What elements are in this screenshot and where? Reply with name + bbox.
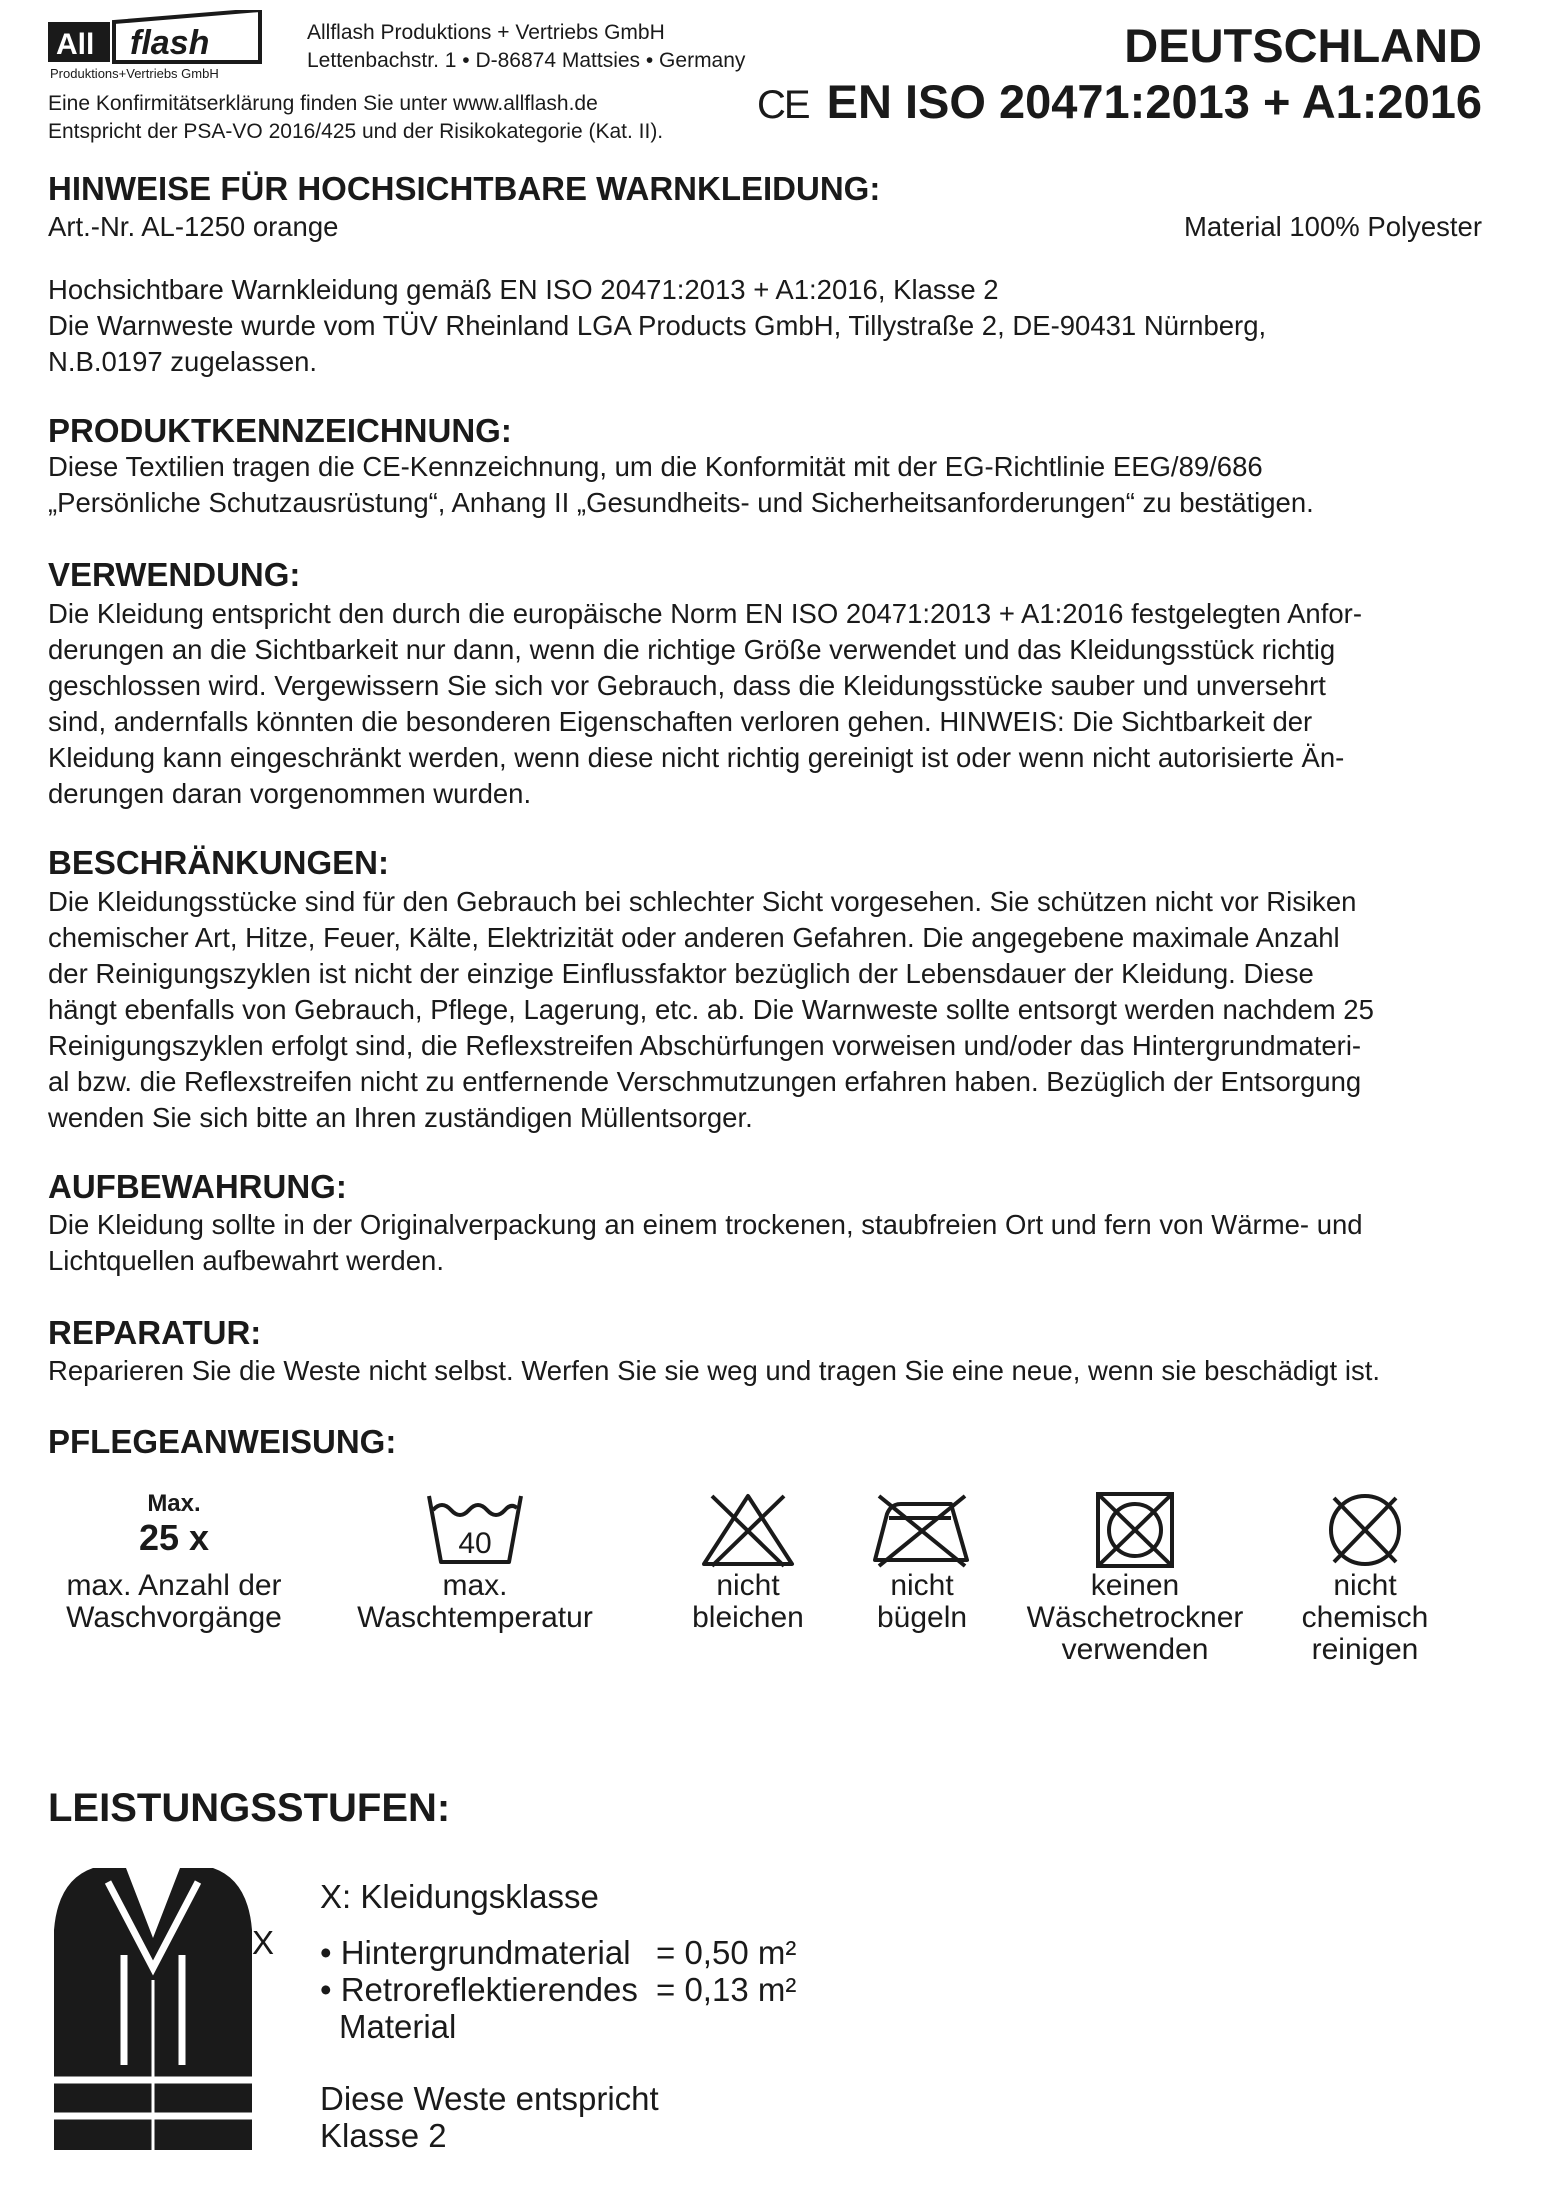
section-heading-reparatur: REPARATUR: — [48, 1314, 262, 1351]
section-body-reparatur — [48, 1353, 1482, 1389]
section-heading-aufbewahrung: AUFBEWAHRUNG: — [48, 1168, 347, 1205]
standard-number: EN ISO 20471:2013 + A1:2016 — [826, 75, 1482, 128]
care-heading: PFLEGEANWEISUNG: — [48, 1423, 397, 1460]
care-label: max. — [442, 1569, 508, 1602]
no-bleach-icon — [698, 1490, 798, 1570]
wash-count-max-label: Max. — [147, 1490, 201, 1517]
allflash-logo — [48, 10, 263, 82]
vest-icon — [48, 1860, 258, 2160]
body-line: Kleidung kann eingeschränkt werden, wenn diese nicht richtig gereinigt ist oder wenn nicht autorisierte Än- — [48, 742, 1345, 773]
no-dry-clean-icon — [1320, 1490, 1410, 1570]
care-label: keinen — [1090, 1569, 1180, 1602]
care-label: reinigen — [1311, 1633, 1419, 1666]
body-line: sind, andernfalls könnten die besonderen Eigenschaften verloren gehen. HINWEIS: Die Sichtbarkeit der — [48, 706, 1313, 737]
max-wash-count-icon — [44, 1490, 304, 1570]
section-body-beschraenkungen — [48, 884, 1482, 1136]
body-line: Lichtquellen aufbewahrt werden. — [48, 1245, 444, 1276]
body-line: Die Kleidung sollte in der Originalverpackung an einem trockenen, staubfreien Ort und fern von Wärme- und — [48, 1209, 1363, 1240]
body-line: chemischer Art, Hitze, Feuer, Kälte, Elektrizität oder anderen Gefahren. Die angegebene maximale Anzahl — [48, 922, 1340, 953]
body-line: derungen an die Sichtbarkeit nur dann, wenn die richtige Größe verwendet und das Kleidungsstück richtig — [48, 634, 1336, 665]
body-line: Diese Textilien tragen die CE-Kennzeichnung, um die Konformität mit der EG-Richtlinie EEG/89/686 — [48, 451, 1263, 482]
bullet-reflective-continuation: Material — [339, 2008, 457, 2045]
logo-word-left: All — [56, 28, 95, 61]
care-item-wash-temp — [345, 1490, 605, 1634]
regulation-notice: Entspricht der PSA-VO 2016/425 und der Risikokategorie (Kat. II). — [48, 120, 664, 143]
care-label: bügeln — [876, 1601, 968, 1634]
body-line: Die Kleidungsstücke sind für den Gebrauch bei schlechter Sicht vorgesehen. Sie schützen nicht vor Risiken — [48, 886, 1357, 917]
section-body-produkt — [48, 449, 1482, 521]
intro-line: N.B.0197 zugelassen. — [48, 346, 318, 377]
conformity-notice: Eine Konfirmitätserklärung finden Sie unter www.allflash.de — [48, 92, 598, 115]
country-title: DEUTSCHLAND — [1124, 19, 1482, 72]
care-item-no-iron — [822, 1490, 1022, 1634]
standard-title — [757, 74, 1482, 133]
wash-tub-40-icon — [425, 1490, 525, 1570]
care-item-wash-count — [44, 1490, 304, 1634]
logo-tagline: Produktions+Vertriebs GmbH — [50, 66, 219, 81]
no-tumble-dry-icon — [1090, 1490, 1180, 1570]
body-line: „Persönliche Schutzausrüstung“, Anhang II „Gesundheits- und Sicherheitsanforderungen“ zu bestätigen. — [48, 487, 1314, 518]
section-heading-produkt: PRODUKTKENNZEICHNUNG: — [48, 412, 512, 449]
body-line: al bzw. die Reflexstreifen nicht zu entfernende Verschmutzungen erfahren haben. Bezüglich der Entsorgung — [48, 1066, 1362, 1097]
class-label: X: Kleidungsklasse — [320, 1878, 599, 1915]
care-label: bleichen — [692, 1601, 804, 1634]
care-label: nicht — [890, 1569, 954, 1602]
body-line: hängt ebenfalls von Gebrauch, Pflege, Lagerung, etc. ab. Die Warnweste sollte entsorgt werden nachdem 25 — [48, 994, 1374, 1025]
wash-count-value: 25 x — [138, 1517, 210, 1558]
article-number: Art.-Nr. AL-1250 orange — [48, 211, 339, 242]
intro-heading: HINWEISE FÜR HOCHSICHTBARE WARNKLEIDUNG: — [48, 170, 881, 207]
care-item-no-bleach — [648, 1490, 848, 1634]
care-label: nicht — [1333, 1569, 1397, 1602]
body-line: der Reinigungszyklen ist nicht der einzige Einflussfaktor bezüglich der Lebensdauer der Kleidung. Diese — [48, 958, 1314, 989]
intro-line: Hochsichtbare Warnkleidung gemäß EN ISO 20471:2013 + A1:2016, Klasse 2 — [48, 274, 999, 305]
body-line: geschlossen wird. Vergewissern Sie sich vor Gebrauch, dass die Kleidungsstücke sauber und unversehrt — [48, 670, 1326, 701]
care-item-no-dry-clean — [1265, 1490, 1465, 1666]
body-line: wenden Sie sich bitte an Ihren zuständigen Müllentsorger. — [48, 1102, 753, 1133]
bullet-reflective-name: • Retroreflektierendes — [320, 1971, 638, 2008]
conformity-class: Klasse 2 — [320, 2117, 447, 2154]
care-label: Wäschetrockner — [1026, 1601, 1244, 1634]
company-address: Lettenbachstr. 1 • D-86874 Mattsies • Germany — [307, 49, 746, 72]
section-heading-beschraenkungen: BESCHRÄNKUNGEN: — [48, 844, 390, 881]
class-marker: X — [252, 1924, 275, 1961]
body-line: Reinigungszyklen erfolgt sind, die Reflexstreifen Abschürfungen vorweisen und/oder das Hintergrundmateri- — [48, 1030, 1362, 1061]
logo-word-right: flash — [130, 24, 210, 62]
section-heading-verwendung: VERWENDUNG: — [48, 556, 301, 593]
material-info: Material 100% Polyester — [1183, 211, 1482, 242]
no-iron-icon — [867, 1490, 977, 1570]
care-label: nicht — [716, 1569, 780, 1602]
body-line: derungen daran vorgenommen wurden. — [48, 778, 532, 809]
section-body-verwendung — [48, 596, 1482, 812]
intro-line: Die Warnweste wurde vom TÜV Rheinland LGA Products GmbH, Tillystraße 2, DE-90431 Nürnberg, — [48, 310, 1267, 341]
body-line: Die Kleidung entspricht den durch die europäische Norm EN ISO 20471:2013 + A1:2016 festgelegten Anfor- — [48, 598, 1362, 629]
body-line: Reparieren Sie die Weste nicht selbst. Werfen Sie sie weg und tragen Sie eine neue, wenn sie beschädigt ist. — [48, 1355, 1380, 1386]
care-label: Waschvorgänge — [66, 1601, 282, 1634]
ce-mark: CE — [757, 83, 809, 127]
conformity-statement: Diese Weste entspricht — [320, 2080, 659, 2117]
company-name: Allflash Produktions + Vertriebs GmbH — [307, 21, 665, 44]
care-label: Waschtemperatur — [357, 1601, 593, 1634]
section-body-aufbewahrung — [48, 1207, 1482, 1279]
header-title-block — [757, 18, 1482, 133]
care-label: verwenden — [1061, 1633, 1209, 1666]
care-item-no-tumble-dry — [1010, 1490, 1260, 1666]
wash-temp-value: 40 — [458, 1527, 492, 1560]
performance-heading: LEISTUNGSSTUFEN: — [48, 1786, 451, 1830]
care-label: chemisch — [1301, 1601, 1429, 1634]
bullet-background-name: • Hintergrundmaterial — [320, 1934, 631, 1971]
bullet-reflective-value: = 0,13 m² — [656, 1971, 797, 2008]
care-label: max. Anzahl der — [66, 1569, 282, 1602]
bullet-background-value: = 0,50 m² — [656, 1934, 797, 1971]
intro-paragraph — [48, 272, 1482, 380]
